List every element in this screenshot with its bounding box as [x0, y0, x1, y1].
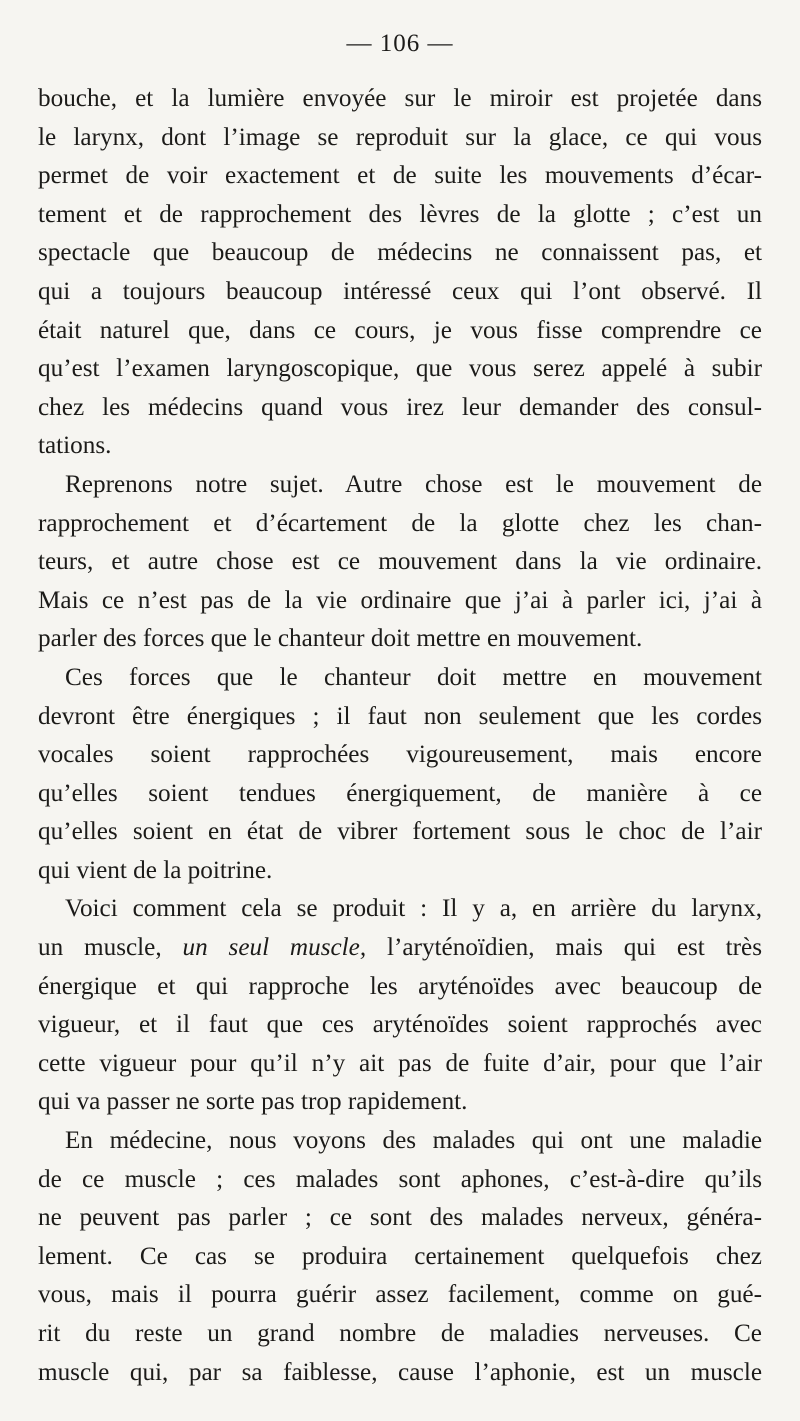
text-line: énergique et qui rapproche les aryténoïdes avec beaucoup de [38, 972, 762, 1000]
text-segment: un muscle, [38, 934, 183, 962]
text-line: vigueur, et il faut que ces aryténoïdes soient rapprochés avec [38, 1011, 762, 1039]
text-segment: l’aryténoïdien, mais qui est très [366, 934, 762, 962]
text-line: qui vient de la poitrine. [38, 856, 273, 884]
text-line: Voici comment cela se produit : Il y a, en arrière du larynx, [65, 895, 762, 923]
text-line: vocales soient rapprochées vigoureusement, mais encore [38, 741, 762, 769]
text-line: spectacle que beaucoup de médecins ne connaissent pas, et [38, 239, 762, 267]
text-line: tations. [38, 432, 112, 460]
text-line: En médecine, nous voyons des malades qui ont une maladie [65, 1127, 762, 1155]
text-line: rit du reste un grand nombre de maladies nerveuses. Ce [38, 1320, 762, 1347]
text-line: qu’est l’examen laryngoscopique, que vous serez appelé à subir [38, 355, 762, 383]
text-line: rapprochement et d’écartement de la glotte chez les chan- [38, 509, 762, 537]
text-line: tement et de rapprochement des lèvres de la glotte ; c’est un [38, 200, 762, 228]
text-line: de ce muscle ; ces malades sont aphones, c’est-à-dire qu’ils [38, 1165, 762, 1193]
text-line: le larynx, dont l’image se reproduit sur la glace, ce qui vous [38, 123, 762, 151]
text-line: Reprenons notre sujet. Autre chose est le mouvement de [65, 470, 762, 498]
text-line: muscle qui, par sa faiblesse, cause l’aphonie, est un muscle [38, 1358, 762, 1386]
text-line: devront être énergiques ; il faut non seulement que les cordes [38, 702, 762, 730]
text-line: lement. Ce cas se produira certainement quelquefois chez [38, 1242, 762, 1270]
text-line: teurs, et autre chose est ce mouvement dans la vie ordinaire. [38, 548, 762, 576]
text-line: qui a toujours beaucoup intéressé ceux qui l’ont observé. Il [38, 277, 762, 305]
text-line: qu’elles soient en état de vibrer fortement sous le choc de l’air [38, 818, 762, 846]
text-line: permet de voir exactement et de suite les mouvements d’écar- [38, 162, 762, 190]
text-line: bouche, et la lumière envoyée sur le miroir est projetée dans [38, 85, 762, 112]
text-line: était naturel que, dans ce cours, je vous fisse comprendre ce [38, 316, 762, 344]
text-line [38, 929, 762, 968]
italic-text-segment: un seul muscle, [182, 934, 367, 962]
text-line: qu’elles soient tendues énergiquement, de manière à ce [38, 779, 762, 807]
text-line: qui va passer ne sorte pas trop rapidement. [38, 1088, 468, 1116]
text-line: ne peuvent pas parler ; ce sont des malades nerveux, généra- [38, 1204, 762, 1232]
text-line: cette vigueur pour qu’il n’y ait pas de fuite d’air, pour que l’air [38, 1049, 762, 1077]
body-text [38, 80, 762, 1392]
text-line: parler des forces que le chanteur doit mettre en mouvement. [38, 625, 643, 653]
text-line: vous, mais il pourra guérir assez facilement, comme on gué- [38, 1281, 762, 1309]
page-number: — 106 — [346, 30, 454, 57]
text-line: Ces forces que le chanteur doit mettre en mouvement [65, 663, 762, 691]
text-line: Mais ce n’est pas de la vie ordinaire que j’ai à parler ici, j’ai à [38, 586, 762, 614]
text-line: chez les médecins quand vous irez leur demander des consul- [38, 393, 762, 421]
